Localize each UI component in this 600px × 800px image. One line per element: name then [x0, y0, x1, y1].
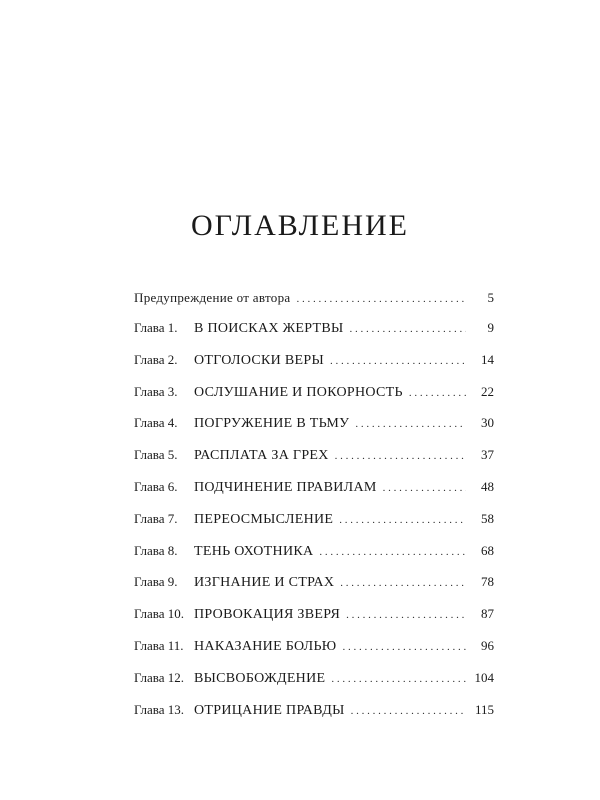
- chapter-page: 37: [481, 447, 494, 463]
- toc-entry-chapter-13: [134, 702, 494, 734]
- dot-leader: [319, 546, 466, 558]
- chapter-page: 30: [481, 415, 494, 431]
- dot-leader: [331, 673, 466, 685]
- toc-entry-chapter-7: [134, 511, 494, 543]
- toc-entry-chapter-8: [134, 543, 494, 575]
- chapter-page: 58: [481, 510, 494, 526]
- page-title: ОГЛАВЛЕНИЕ: [191, 209, 409, 242]
- toc-entry-title: Предупреждение от автора: [134, 290, 291, 305]
- chapter-number: Глава 11.: [134, 637, 184, 653]
- dot-leader: [351, 705, 466, 717]
- chapter-title: ПОГРУЖЕНИЕ В ТЬМУ: [194, 416, 350, 432]
- chapter-title: НАКАЗАНИЕ БОЛЬЮ: [194, 638, 337, 654]
- chapter-title: ТЕНЬ ОХОТНИКА: [194, 543, 314, 559]
- dot-leader: [346, 609, 466, 621]
- chapter-title: ОСЛУШАНИЕ И ПОКОРНОСТЬ: [194, 384, 403, 400]
- toc-entry-page: 5: [487, 290, 494, 305]
- toc-entry-preface: [134, 290, 494, 320]
- toc-entry-chapter-2: [134, 352, 494, 384]
- chapter-number: Глава 9.: [134, 574, 178, 590]
- dot-leader: [343, 641, 467, 653]
- table-of-contents: [134, 290, 494, 733]
- chapter-page: 78: [481, 574, 494, 590]
- dot-leader: [350, 323, 466, 335]
- chapter-title: ИЗГНАНИЕ И СТРАХ: [194, 575, 335, 591]
- chapter-page: 87: [481, 606, 494, 622]
- toc-entry-chapter-1: [134, 320, 494, 352]
- dot-leader: [330, 355, 466, 367]
- toc-entry-chapter-6: [134, 479, 494, 511]
- toc-entry-chapter-11: [134, 638, 494, 670]
- chapter-title: ОТГОЛОСКИ ВЕРЫ: [194, 352, 324, 368]
- chapter-page: 68: [481, 542, 494, 558]
- chapter-number: Глава 13.: [134, 701, 185, 717]
- chapter-title: ПРОВОКАЦИЯ ЗВЕРЯ: [194, 607, 341, 623]
- chapter-title: ВЫСВОБОЖДЕНИЕ: [194, 670, 326, 686]
- chapter-number: Глава 1.: [134, 320, 178, 335]
- chapter-number: Глава 4.: [134, 415, 178, 431]
- chapter-title: В ПОИСКАХ ЖЕРТВЫ: [194, 321, 344, 336]
- dot-leader: [383, 482, 466, 494]
- chapter-number: Глава 10.: [134, 606, 185, 622]
- dot-leader: [409, 387, 466, 399]
- dot-leader: [340, 577, 466, 589]
- toc-entry-chapter-3: [134, 384, 494, 416]
- dot-leader: [335, 450, 466, 462]
- chapter-title: ПОДЧИНЕНИЕ ПРАВИЛАМ: [194, 479, 377, 495]
- chapter-number: Глава 5.: [134, 447, 178, 463]
- toc-entry-chapter-9: [134, 574, 494, 606]
- chapter-page: 14: [481, 351, 494, 367]
- chapter-number: Глава 3.: [134, 383, 178, 399]
- toc-entry-chapter-5: [134, 447, 494, 479]
- dot-leader: [355, 418, 466, 430]
- chapter-number: Глава 6.: [134, 478, 178, 494]
- chapter-number: Глава 2.: [134, 351, 178, 367]
- chapter-page: 22: [481, 383, 494, 399]
- chapter-title: ОТРИЦАНИЕ ПРАВДЫ: [194, 702, 345, 718]
- dot-leader: [339, 514, 466, 526]
- chapter-title: РАСПЛАТА ЗА ГРЕХ: [194, 448, 329, 464]
- chapter-page: 96: [481, 637, 494, 653]
- chapter-page: 104: [474, 669, 494, 685]
- chapter-title: ПЕРЕОСМЫСЛЕНИЕ: [194, 511, 334, 527]
- chapter-page: 48: [481, 478, 494, 494]
- chapter-number: Глава 8.: [134, 542, 178, 558]
- chapter-page: 115: [474, 701, 494, 717]
- chapter-number: Глава 12.: [134, 669, 185, 685]
- chapter-number: Глава 7.: [134, 510, 178, 526]
- toc-entry-chapter-12: [134, 670, 494, 702]
- dot-leader: [296, 293, 466, 305]
- chapter-page: 9: [487, 320, 494, 335]
- toc-entry-chapter-10: [134, 606, 494, 638]
- toc-entry-chapter-4: [134, 415, 494, 447]
